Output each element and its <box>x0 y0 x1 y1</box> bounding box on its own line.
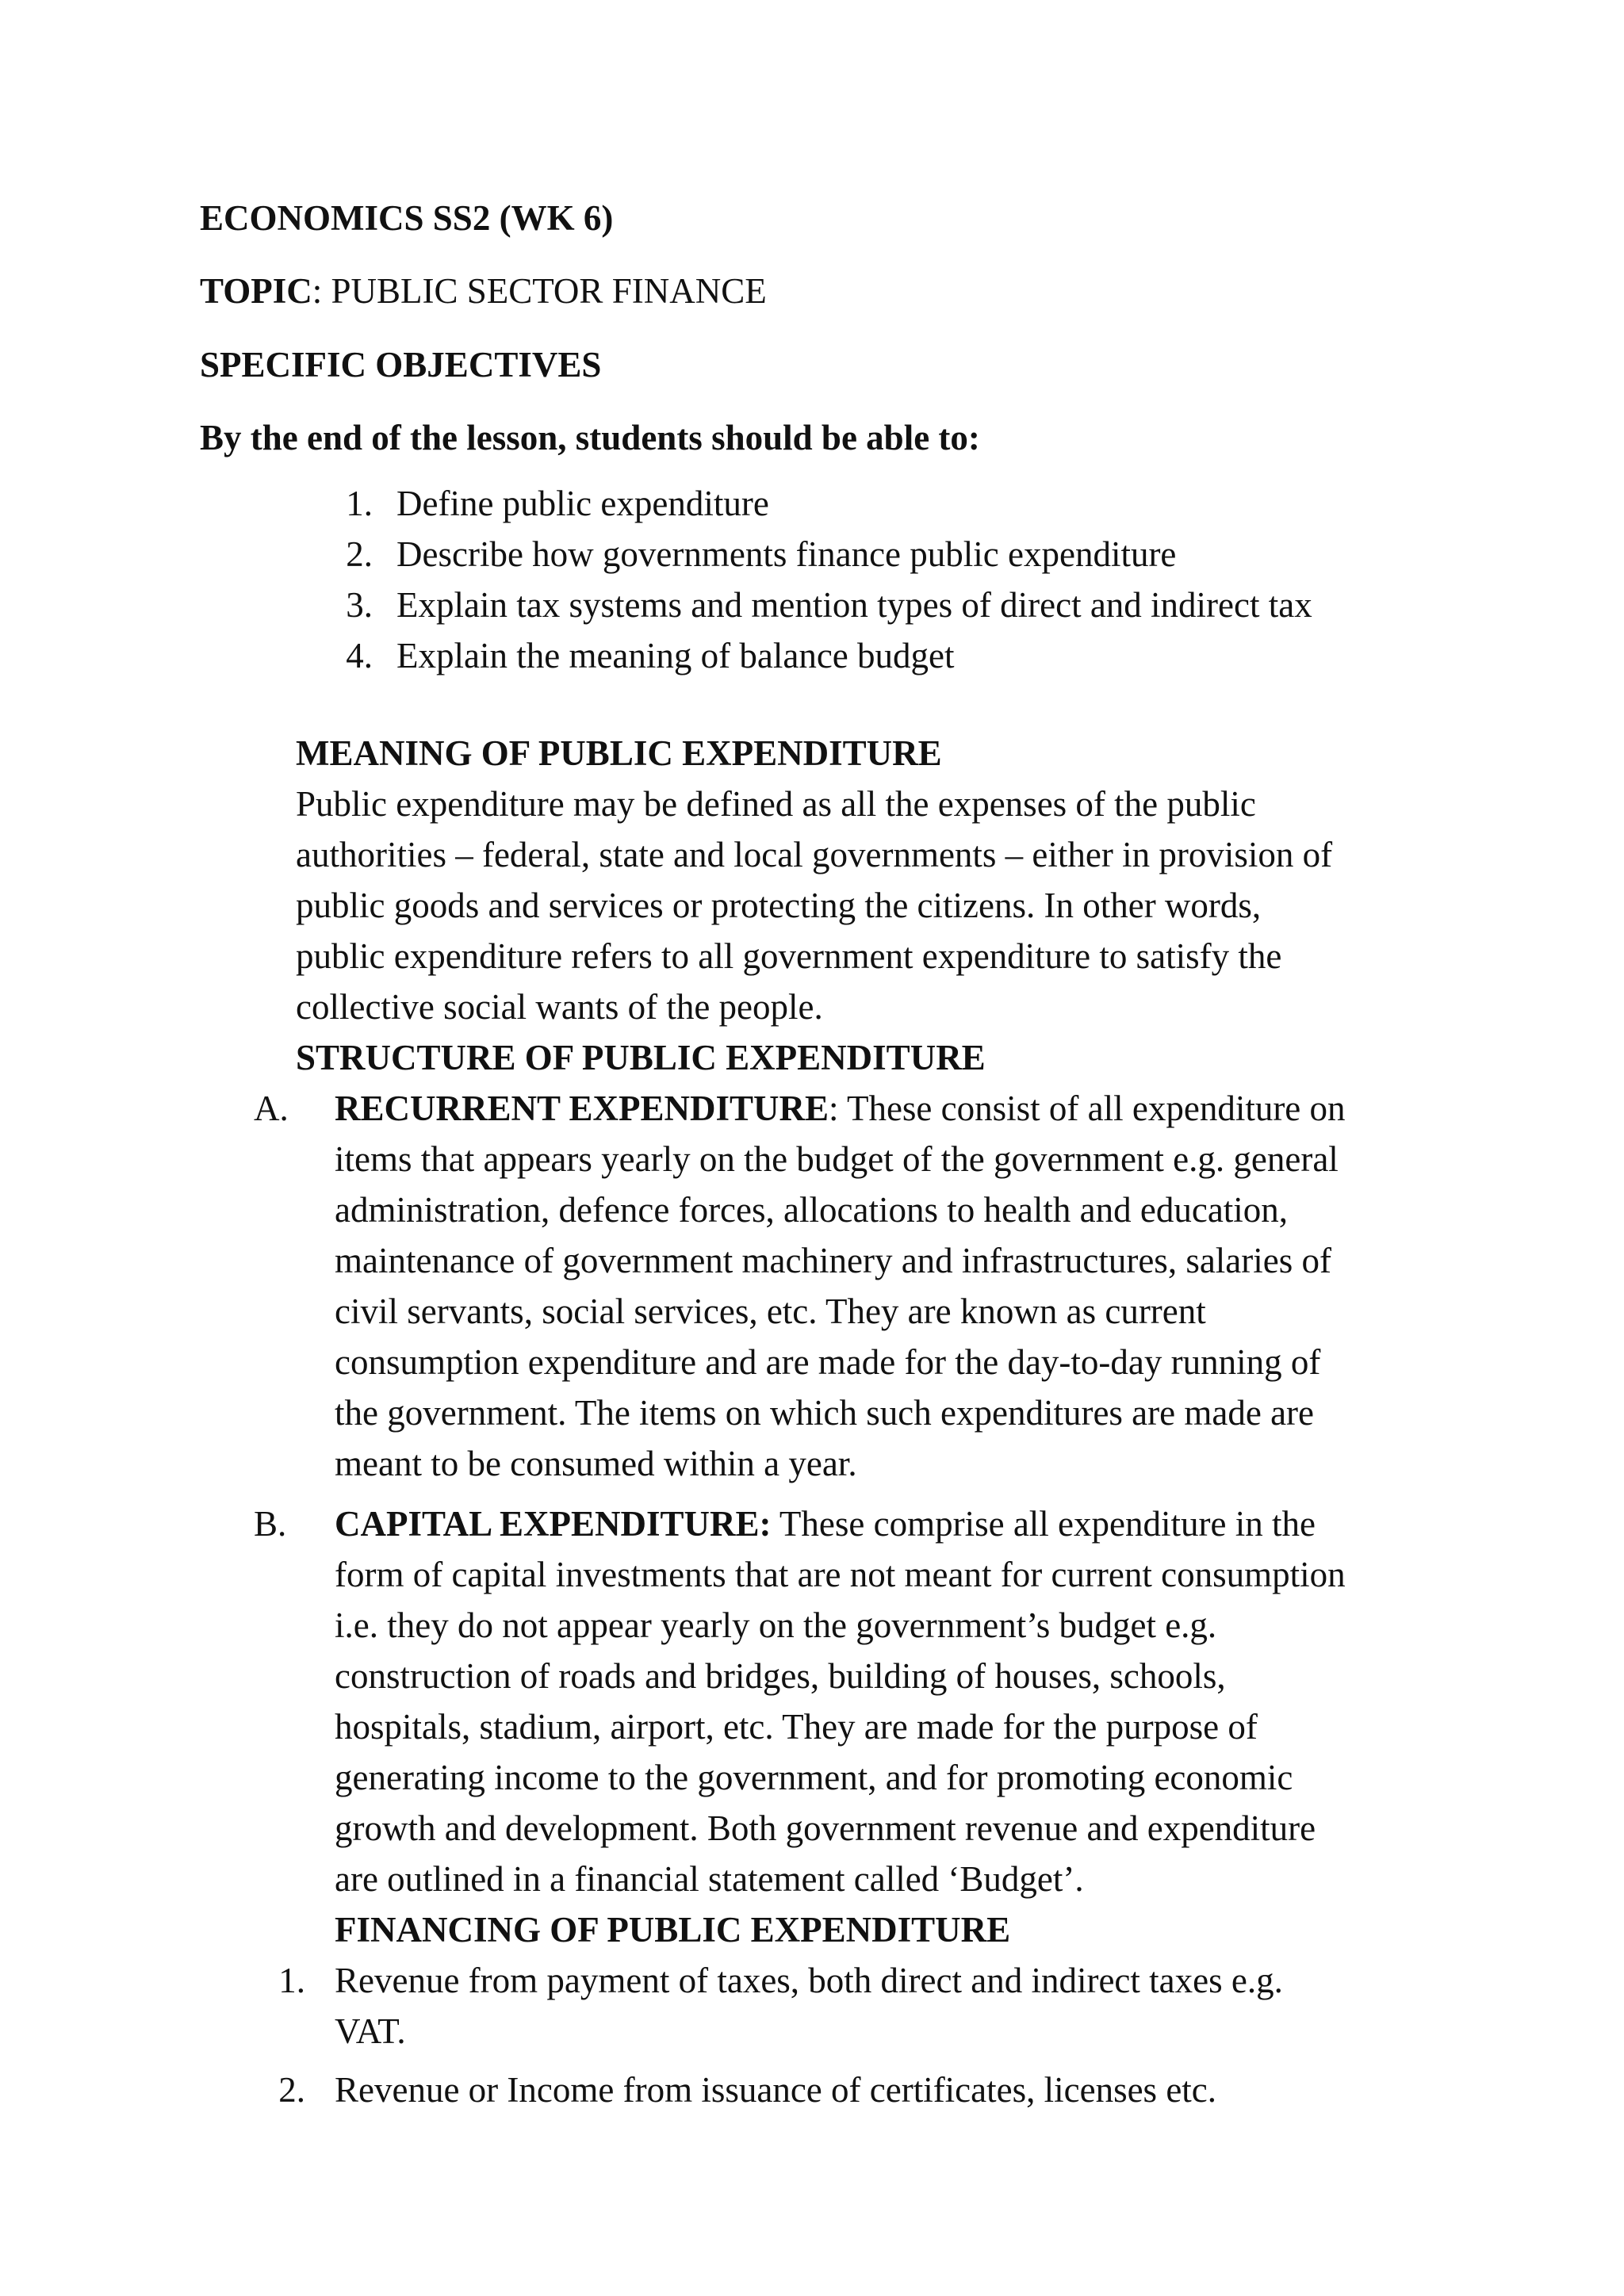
paragraph-line: public expenditure refers to all government expenditure to satisfy the <box>296 936 1282 976</box>
structure-heading: STRUCTURE OF PUBLIC EXPENDITURE <box>296 1038 986 1077</box>
paragraph-line: meant to be consumed within a year. <box>335 1444 857 1483</box>
item-title: RECURRENT EXPENDITURE <box>335 1089 829 1128</box>
objective-text: Describe how governments finance public expenditure <box>396 534 1177 574</box>
objective-text: Define public expenditure <box>396 484 769 523</box>
paragraph-line: collective social wants of the people. <box>296 987 823 1027</box>
financing-number: 1. <box>278 1961 305 2000</box>
item-marker: A. <box>254 1089 289 1128</box>
paragraph-line: civil servants, social services, etc. They are known as current <box>335 1292 1206 1331</box>
document-title: ECONOMICS SS2 (WK 6) <box>200 198 614 238</box>
objective-text: Explain the meaning of balance budget <box>396 636 955 675</box>
paragraph-line: consumption expenditure and are made for the day-to-day running of <box>335 1342 1321 1382</box>
item-marker: B. <box>254 1504 287 1544</box>
item-first-line-rest: These comprise all expenditure in the <box>771 1504 1316 1544</box>
financing-text: Revenue or Income from issuance of certificates, licenses etc. <box>335 2070 1217 2110</box>
topic-label: TOPIC <box>200 271 312 311</box>
paragraph-line: growth and development. Both government revenue and expenditure <box>335 1808 1316 1848</box>
topic-line <box>200 266 767 316</box>
objectives-heading: SPECIFIC OBJECTIVES <box>200 345 602 385</box>
objective-number: 3. <box>346 585 373 625</box>
paragraph-line: Public expenditure may be defined as all the expenses of the public <box>296 784 1256 824</box>
item-title: CAPITAL EXPENDITURE: <box>335 1504 772 1544</box>
paragraph-line: i.e. they do not appear yearly on the government’s budget e.g. <box>335 1605 1217 1645</box>
paragraph-line: hospitals, stadium, airport, etc. They are made for the purpose of <box>335 1707 1258 1747</box>
financing-heading: FINANCING OF PUBLIC EXPENDITURE <box>335 1910 1011 1950</box>
paragraph-line: the government. The items on which such expenditures are made are <box>335 1393 1314 1433</box>
item-first-line <box>335 1498 1316 1549</box>
meaning-heading: MEANING OF PUBLIC EXPENDITURE <box>296 733 942 773</box>
paragraph-line: are outlined in a financial statement called ‘Budget’. <box>335 1859 1084 1899</box>
paragraph-line: form of capital investments that are not meant for current consumption <box>335 1555 1346 1594</box>
paragraph-line: generating income to the government, and for promoting economic <box>335 1758 1293 1797</box>
objective-number: 4. <box>346 636 373 675</box>
paragraph-line: public goods and services or protecting the citizens. In other words, <box>296 886 1262 925</box>
objective-text: Explain tax systems and mention types of direct and indirect tax <box>396 585 1312 625</box>
objectives-intro: By the end of the lesson, students should be able to: <box>200 418 980 457</box>
paragraph-line: construction of roads and bridges, building of houses, schools, <box>335 1656 1226 1696</box>
paragraph-line: maintenance of government machinery and infrastructures, salaries of <box>335 1241 1331 1280</box>
paragraph-line: administration, defence forces, allocations to health and education, <box>335 1190 1289 1230</box>
topic-value: : PUBLIC SECTOR FINANCE <box>312 271 767 311</box>
item-first-line <box>335 1083 1346 1134</box>
paragraph-line: items that appears yearly on the budget of the government e.g. general <box>335 1139 1339 1179</box>
objective-number: 1. <box>346 484 373 523</box>
financing-number: 2. <box>278 2070 305 2110</box>
financing-text: VAT. <box>335 2011 406 2051</box>
paragraph-line: authorities – federal, state and local governments – either in provision of <box>296 835 1333 874</box>
financing-text: Revenue from payment of taxes, both direct and indirect taxes e.g. <box>335 1961 1283 2000</box>
item-first-line-rest: : These consist of all expenditure on <box>829 1089 1346 1128</box>
objective-number: 2. <box>346 534 373 574</box>
